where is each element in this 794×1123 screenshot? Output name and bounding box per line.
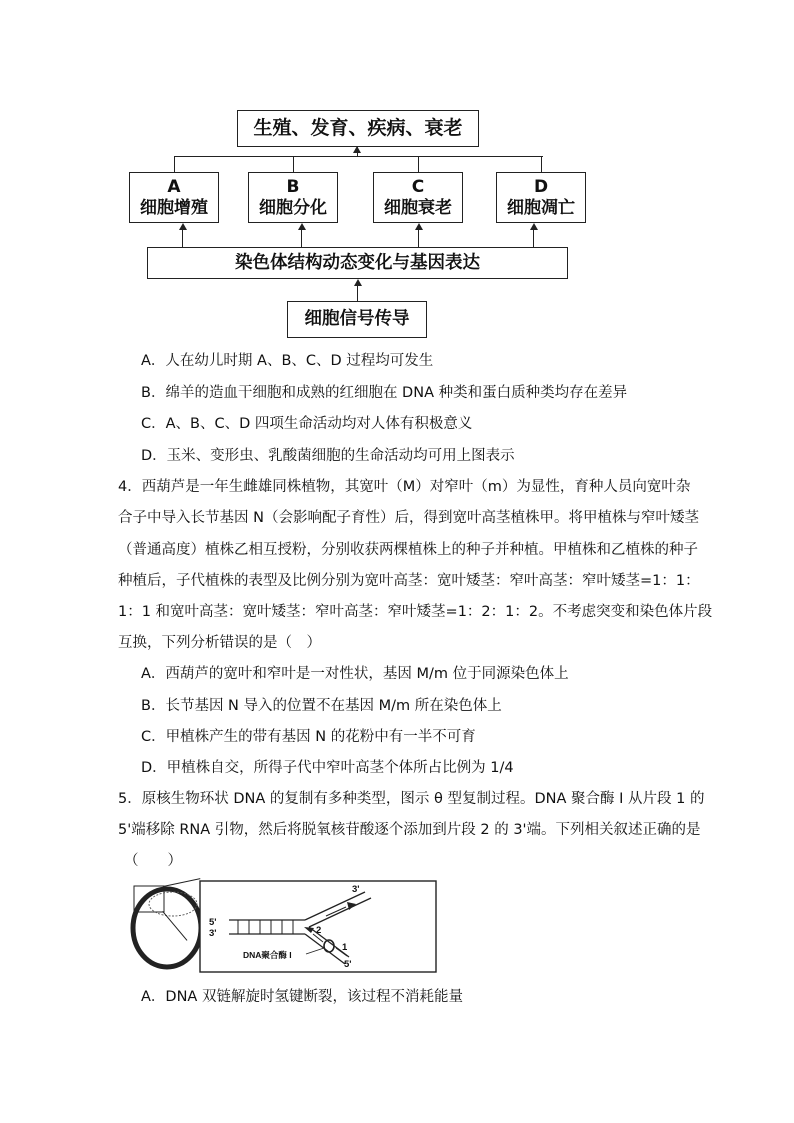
box-c-cell-senescence: C 细胞衰老: [373, 172, 463, 223]
box-d-apoptosis: D 细胞凋亡: [496, 172, 586, 223]
q5-stem-line-2: 5'端移除 RNA 引物，然后将脱氧核苷酸逐个添加到片段 2 的 3'端。下列相关叙述正确的是: [118, 822, 701, 838]
diagram-bottom-box: 细胞信号传导: [287, 301, 427, 338]
q4-option-c: C．甲植株产生的带有基因 N 的花粉中有一半不可育: [141, 729, 476, 745]
label-fragment-2: 2: [316, 925, 322, 936]
label-5prime-left: 5': [209, 917, 217, 928]
q4-option-b: B．长节基因 N 导入的位置不在基因 M/m 所在染色体上: [141, 698, 502, 714]
arrow-up-icon: [179, 223, 187, 230]
q3-option-c: C．A、B、C、D 四项生命活动均对人体有积极意义: [141, 416, 473, 432]
q4-stem-line-6: 互换，下列分析错误的是（ ）: [118, 635, 321, 651]
q4-stem-line-5: 1：1 和宽叶高茎：宽叶矮茎：窄叶高茎：窄叶矮茎=1：2：1：2。不考虑突变和染色体片段: [118, 604, 713, 620]
q3-option-b: B．绵羊的造血干细胞和成熟的红细胞在 DNA 种类和蛋白质种类均存在差异: [141, 385, 628, 401]
box-a-cell-proliferation: A 细胞增殖: [129, 172, 219, 223]
arrow-up-icon: [353, 146, 361, 153]
connector: [418, 156, 419, 172]
label-5prime-bottom: 5': [344, 959, 352, 970]
q4-stem-line-3: （普通高度）植株乙相互授粉，分别收获两棵植株上的种子并种植。甲植株和乙植株的种子: [118, 542, 698, 558]
q4-stem-line-1: 4．西葫芦是一年生雌雄同株植物，其宽叶（M）对窄叶（m）为显性，育种人员向宽叶杂: [118, 479, 691, 495]
q4-option-a: A．西葫芦的宽叶和窄叶是一对性状，基因 M/m 位于同源染色体上: [141, 666, 569, 682]
label-dna-polymerase: DNA聚合酶 I: [243, 950, 292, 960]
arrow-up-icon: [298, 223, 306, 230]
label-3prime-top: 3': [352, 884, 360, 895]
q4-option-d: D．甲植株自交，所得子代中窄叶高茎个体所占比例为 1/4: [141, 760, 514, 776]
q3-option-d: D．玉米、变形虫、乳酸菌细胞的生命活动均可用上图表示: [141, 448, 515, 464]
connector: [541, 156, 542, 172]
diagram-middle-box: 染色体结构动态变化与基因表达: [147, 247, 568, 279]
arrow-up-icon: [354, 279, 362, 286]
label-fragment-1: 1: [342, 942, 348, 953]
q5-option-a: A．DNA 双链解旋时氢键断裂，该过程不消耗能量: [141, 989, 463, 1005]
label-3prime-left: 3': [209, 928, 217, 939]
connector: [293, 156, 294, 172]
box-b-cell-differentiation: B 细胞分化: [248, 172, 338, 223]
connector: [174, 156, 543, 157]
connector: [174, 156, 175, 172]
q4-stem-line-2: 合子中导入长节基因 N（会影响配子育性）后，得到宽叶高茎植株甲。将甲植株与窄叶矮茎: [118, 510, 699, 526]
arrow-up-icon: [530, 223, 538, 230]
circular-dna-plasmid: [127, 878, 209, 974]
q4-stem-line-4: 种植后，子代植株的表型及比例分别为宽叶高茎：宽叶矮茎：窄叶高茎：窄叶矮茎=1：1：: [118, 573, 700, 589]
diagram-top-box: 生殖、发育、疾病、衰老: [237, 110, 479, 147]
arrow-up-icon: [415, 223, 423, 230]
q5-stem-line-1: 5．原核生物环状 DNA 的复制有多种类型，图示 θ 型复制过程。DNA 聚合酶 I 从片段 1 的: [118, 791, 705, 807]
q5-stem-line-3: （ ）: [124, 853, 182, 869]
q3-option-a: A．人在幼儿时期 A、B、C、D 过程均可发生: [141, 353, 434, 369]
